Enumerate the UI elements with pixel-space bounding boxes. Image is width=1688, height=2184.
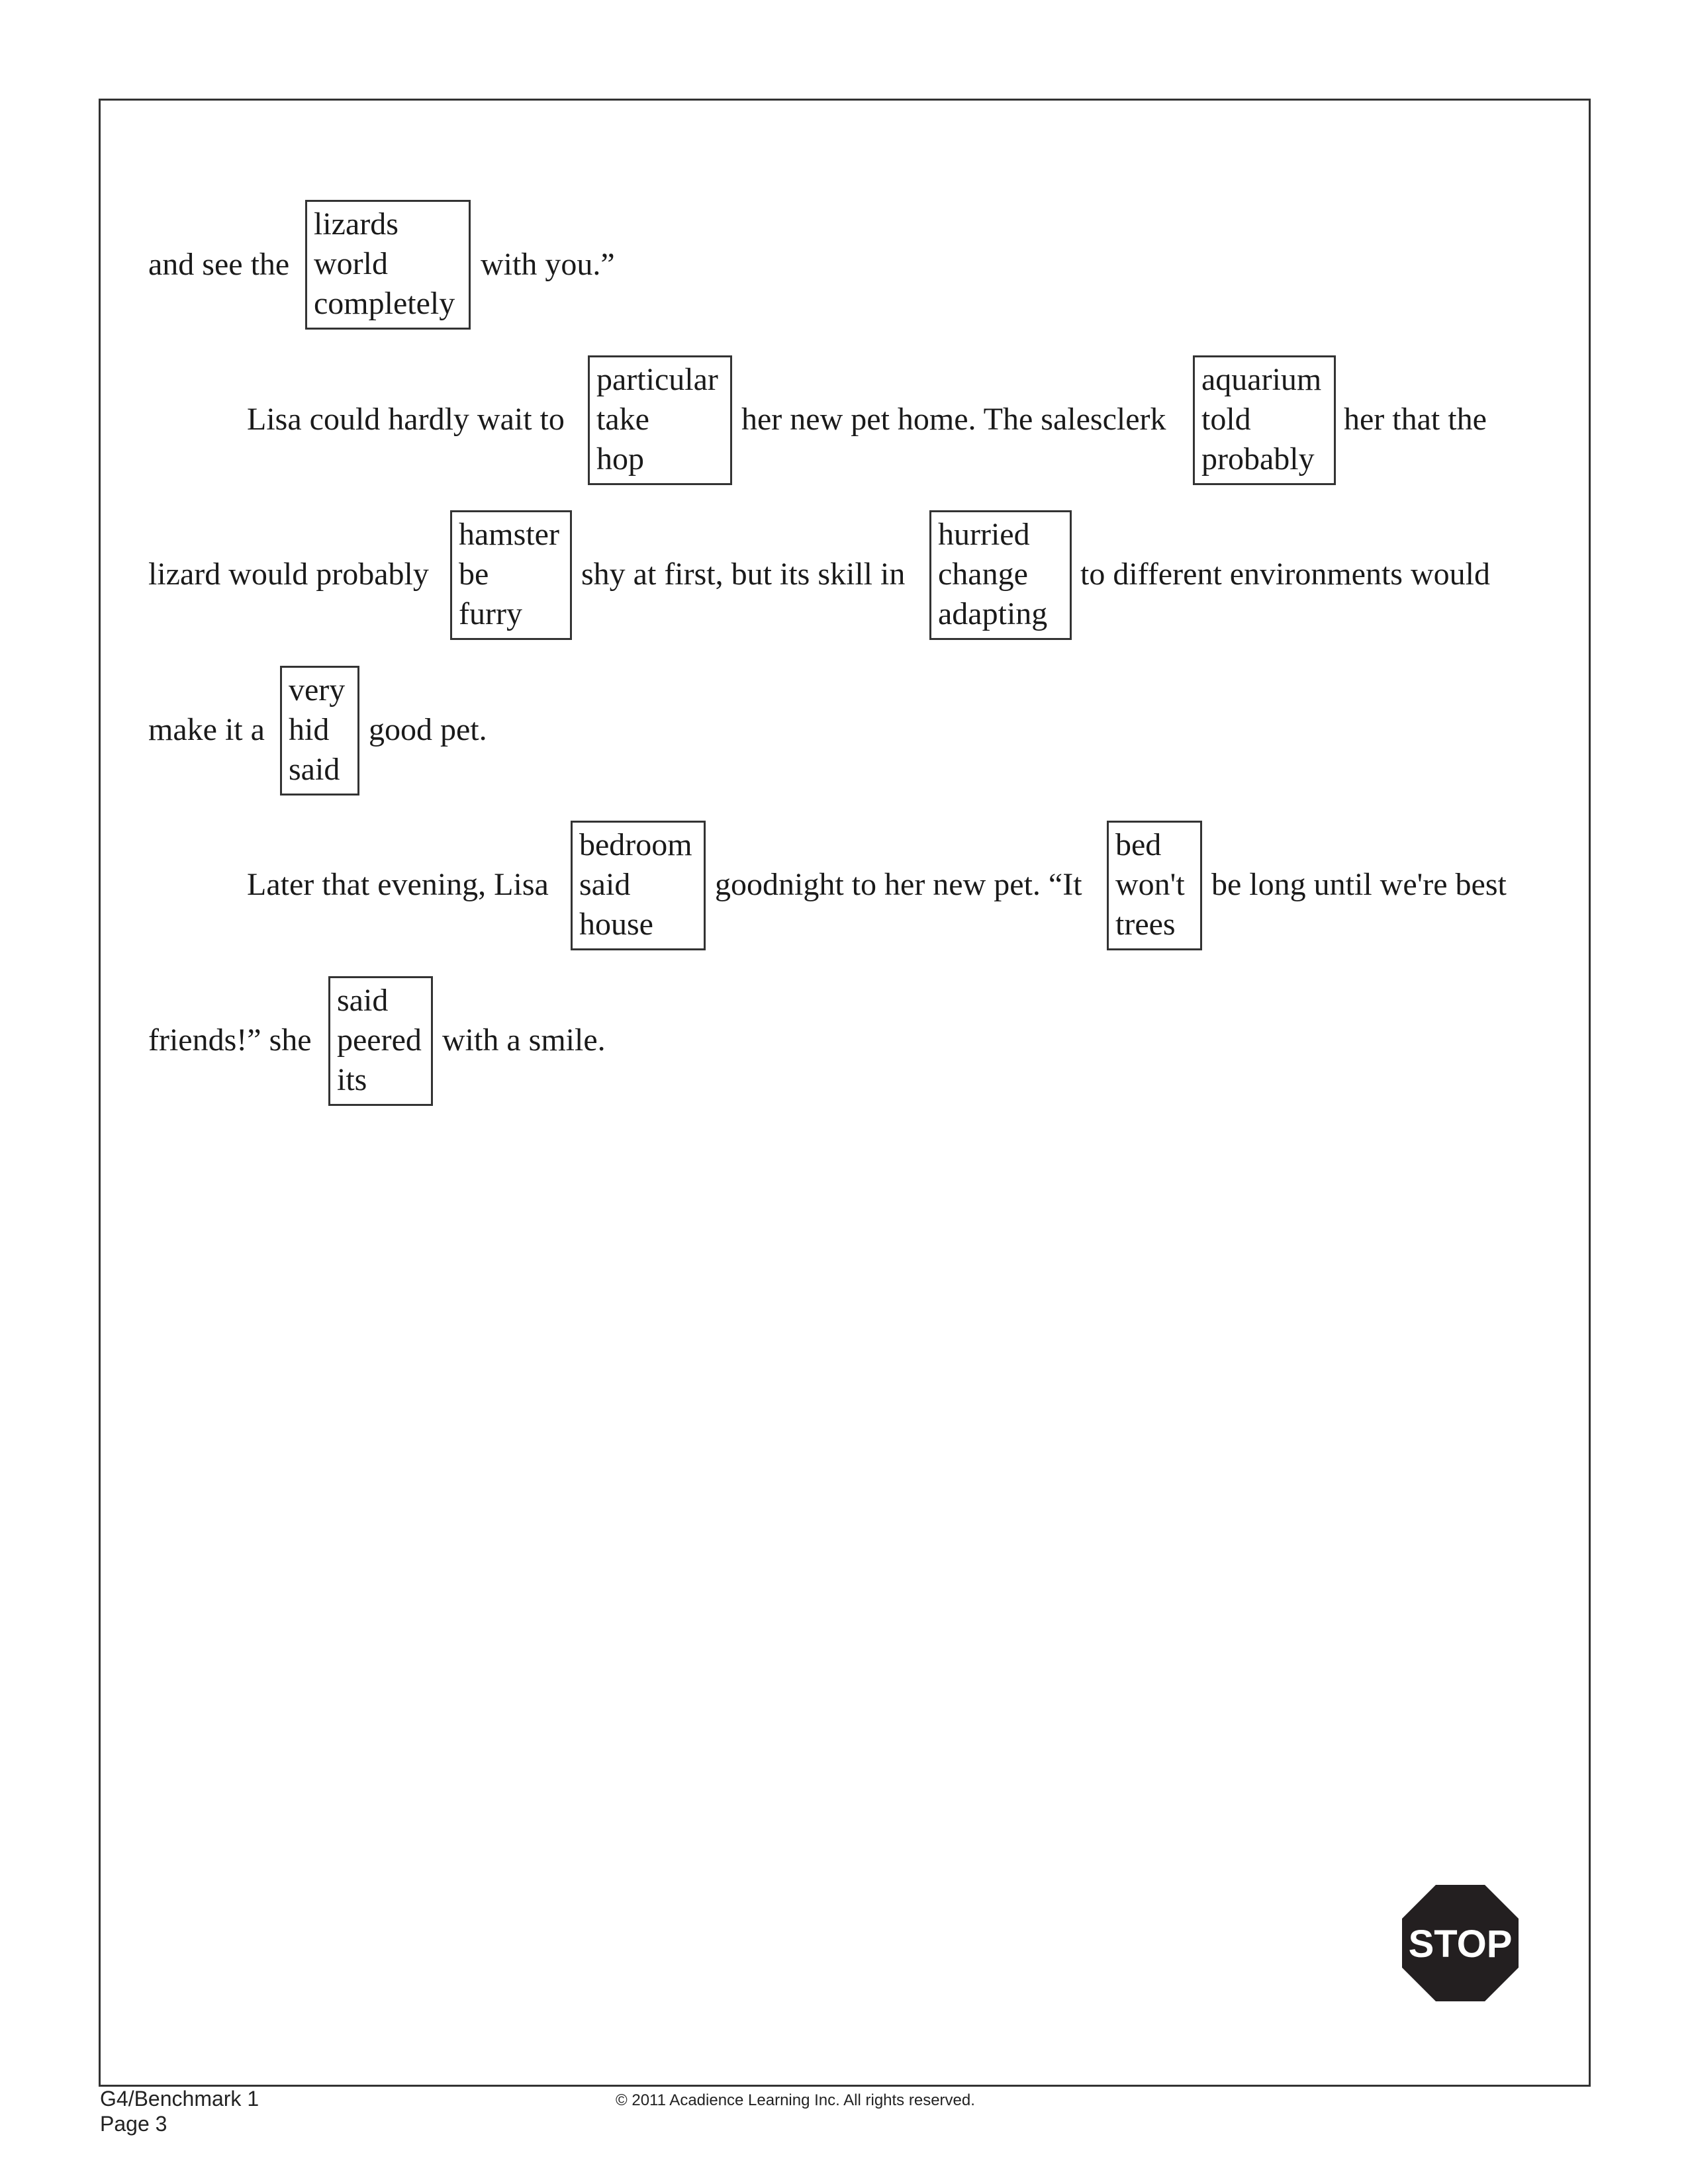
page-number: Page 3 bbox=[100, 2112, 167, 2136]
choice-option[interactable]: very bbox=[289, 672, 346, 707]
footer-form-info bbox=[100, 2086, 259, 2136]
choice-option[interactable]: trees bbox=[1115, 907, 1176, 942]
choice-option[interactable]: bedroom bbox=[579, 827, 692, 862]
choice-option[interactable]: particular bbox=[596, 362, 718, 397]
copyright: © 2011 Acadience Learning Inc. All rights reserved. bbox=[616, 2091, 975, 2109]
choice-box[interactable] bbox=[588, 355, 732, 485]
choice-option[interactable]: completely bbox=[314, 286, 455, 321]
text-segment: lizard would probably bbox=[148, 557, 429, 592]
choice-option[interactable]: peered bbox=[337, 1023, 422, 1058]
text-segment: friends!” she bbox=[148, 1023, 312, 1058]
text-segment: shy at first, but its skill in bbox=[581, 557, 906, 592]
choice-option[interactable]: bed bbox=[1115, 827, 1162, 862]
choice-option[interactable]: hop bbox=[596, 441, 644, 477]
text-segment: and see the bbox=[148, 247, 290, 282]
choice-option[interactable]: said bbox=[579, 867, 631, 902]
choice-option[interactable]: be bbox=[459, 557, 489, 592]
choice-option[interactable]: furry bbox=[459, 596, 522, 631]
text-segment: with a smile. bbox=[442, 1023, 606, 1058]
choice-box[interactable] bbox=[305, 200, 471, 330]
choice-option[interactable]: hid bbox=[289, 712, 330, 747]
text-segment: Lisa could hardly wait to bbox=[247, 402, 565, 437]
text-segment: goodnight to her new pet. “It bbox=[715, 867, 1082, 902]
choice-option[interactable]: aquarium bbox=[1201, 362, 1322, 397]
text-segment: to different environments would bbox=[1080, 557, 1490, 592]
stop-sign-icon bbox=[1401, 1884, 1520, 2003]
choice-option[interactable]: adapting bbox=[938, 596, 1048, 631]
choice-option[interactable]: lizards bbox=[314, 206, 399, 242]
choice-option[interactable]: world bbox=[314, 246, 388, 281]
choice-option[interactable]: take bbox=[596, 402, 649, 437]
choice-box[interactable] bbox=[1107, 821, 1202, 950]
choice-option[interactable]: won't bbox=[1115, 867, 1185, 902]
text-segment: be long until we're best bbox=[1211, 867, 1507, 902]
choice-box[interactable] bbox=[280, 666, 359, 796]
choice-option[interactable]: hurried bbox=[938, 517, 1030, 552]
choice-option[interactable]: probably bbox=[1201, 441, 1315, 477]
choice-box[interactable] bbox=[571, 821, 706, 950]
page-frame bbox=[99, 99, 1591, 2087]
choice-option[interactable]: hamster bbox=[459, 517, 559, 552]
text-segment: with you.” bbox=[481, 247, 615, 282]
choice-option[interactable]: said bbox=[289, 752, 340, 787]
choice-box[interactable] bbox=[929, 510, 1072, 640]
text-segment: good pet. bbox=[369, 712, 487, 747]
choice-box[interactable] bbox=[1193, 355, 1336, 485]
text-segment: Later that evening, Lisa bbox=[247, 867, 549, 902]
choice-option[interactable]: its bbox=[337, 1062, 367, 1097]
choice-option[interactable]: house bbox=[579, 907, 653, 942]
text-segment: her that the bbox=[1344, 402, 1487, 437]
choice-option[interactable]: told bbox=[1201, 402, 1251, 437]
text-segment: her new pet home. The salesclerk bbox=[741, 402, 1166, 437]
form-id: G4/Benchmark 1 bbox=[100, 2087, 259, 2111]
choice-box[interactable] bbox=[328, 976, 433, 1106]
text-segment: make it a bbox=[148, 712, 265, 747]
choice-option[interactable]: change bbox=[938, 557, 1028, 592]
choice-option[interactable]: said bbox=[337, 983, 389, 1018]
choice-box[interactable] bbox=[450, 510, 572, 640]
stop-label: STOP bbox=[1408, 1923, 1513, 1966]
